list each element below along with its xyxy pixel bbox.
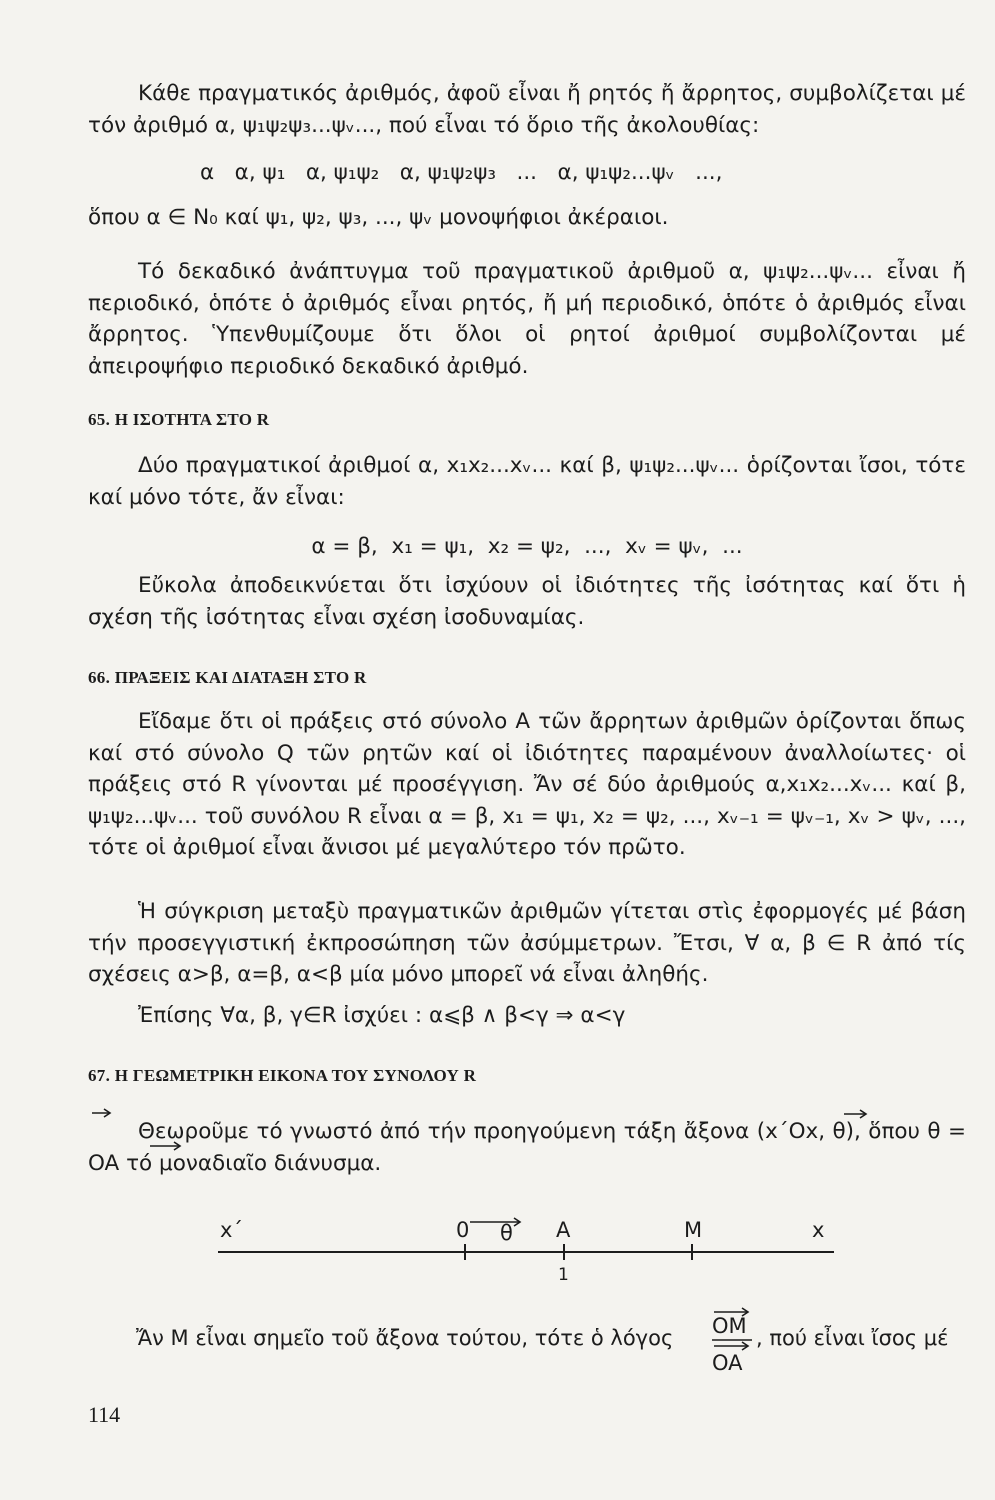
label-unit: 1 bbox=[558, 1265, 569, 1285]
equality-definition-paragraph: Δύο πραγματικοί ἀριθμοί α, x₁x₂...xᵥ... καί β, ψ₁ψ₂...ψᵥ... ὁρίζονται ἴσοι, τότε καί μόνο τότε, ἄν εἶναι: bbox=[88, 453, 966, 510]
fraction-denominator: OA bbox=[712, 1351, 743, 1375]
decimal-sequence: α α, ψ₁ α, ψ₁ψ₂ α, ψ₁ψ₂ψ₃ ... α, ψ₁ψ₂...ψᵥ ..., bbox=[200, 160, 723, 185]
intro-paragraph: Κάθε πραγματικός ἀριθμός, ἀφοῦ εἶναι ἤ ρητός ἤ ἄρρητος, συμβολίζεται μέ τόν ἀριθμό α, ψ₁ψ₂ψ₃...ψᵥ..., πού εἶναι τό ὅριο τῆς ἀκολουθίας: bbox=[88, 81, 966, 138]
label-origin: 0 bbox=[456, 1218, 470, 1242]
axis-paragraph: Θεωροῦμε τό γνωστό ἀπό τήν προηγούμενη τάξη ἄξονα (x΄Ox, θ), ὅπου θ = OA τό μοναδιαῖο διάνυσμα. bbox=[88, 1119, 966, 1176]
label-x-prime: x΄ bbox=[220, 1218, 243, 1242]
label-m: M bbox=[684, 1218, 703, 1242]
ratio-sentence-end: , πού εἶναι ἴσος μέ bbox=[756, 1326, 949, 1350]
label-theta: θ bbox=[500, 1221, 513, 1245]
comparison-paragraph: Ἡ σύγκριση μεταξὺ πραγματικῶν ἀριθμῶν γίτεται στὶς ἐφορμογές μέ βάση τήν προσεγγιστική ἐκπροσώπηση τῶν ἀσύμμετρων. Ἔτσι, ∀ α, β ∈ R ἀπό τίς σχέσεις α>β, α=β, α<β μία μόνο μπορεῖ νά εἶναι ἀληθής. bbox=[88, 899, 966, 987]
transitivity-statement: Ἐπίσης ∀α, β, γ∈R ἰσχύει : α⩽β ∧ β<γ ⇒ α<γ bbox=[138, 1003, 626, 1028]
section-66-heading: 66. ΠΡΑΞΕΙΣ ΚΑΙ ΔΙΑΤΑΞΗ ΣΤΟ R bbox=[88, 668, 367, 687]
decimal-expansion-paragraph: Τό δεκαδικό ἀνάπτυγμα τοῦ πραγματικοῦ ἀριθμοῦ α, ψ₁ψ₂...ψᵥ... εἶναι ἤ περιοδικό, ὁπότε ὁ ἀριθμός εἶναι ρητός, ἤ μή περιοδικό, ὁπότε ὁ ἀριθμός εἶναι ἄρρητος. Ὑπενθυμίζουμε ὅτι ὅλοι οἱ ρητοί ἀριθμοί συμβολίζονται μέ ἀπειροψήφιο περιοδικό δεκαδικό ἀριθμό. bbox=[88, 259, 966, 379]
fraction-numerator: OM bbox=[712, 1314, 747, 1338]
section-65-heading: 65. Η ΙΣΟΤΗΤΑ ΣΤΟ R bbox=[88, 410, 270, 429]
label-x: x bbox=[812, 1218, 825, 1242]
digits-definition: ὅπου α ∈ N₀ καί ψ₁, ψ₂, ψ₃, ..., ψᵥ μονοψήφιοι ἀκέραιοι. bbox=[88, 205, 669, 230]
page-number: 114 bbox=[88, 1402, 121, 1427]
section-67-heading: 67. Η ΓΕΩΜΕΤΡΙΚΗ ΕΙΚΟΝΑ ΤΟΥ ΣΥΝΟΛΟΥ R bbox=[88, 1066, 477, 1085]
equality-properties-paragraph: Εὔκολα ἀποδεικνύεται ὅτι ἰσχύουν οἱ ἰδιότητες τῆς ἰσότητας καί ὅτι ἡ σχέση τῆς ἰσότητας εἶναι σχέση ἰσοδυναμίας. bbox=[88, 573, 966, 630]
ratio-sentence-start: Ἄν M εἶναι σημεῖο τοῦ ἄξονα τούτου, τότε ὁ λόγος bbox=[136, 1326, 674, 1350]
equality-formula: α = β, x₁ = ψ₁, x₂ = ψ₂, ..., xᵥ = ψᵥ, ... bbox=[311, 534, 743, 559]
operations-paragraph: Εἴδαμε ὅτι οἱ πράξεις στό σύνολο A τῶν ἄρρητων ἀριθμῶν ὁρίζονται ὅπως καί στό σύνολο Q τῶν ρητῶν καί οἱ ἰδιότητες παραμένουν ἀναλλοίωτες· οἱ πράξεις στό R γίνονται μέ προσέγγιση. Ἄν σέ δύο ἀριθμούς α,x₁x₂...xᵥ... καί β, ψ₁ψ₂...ψᵥ... τοῦ συνόλου R εἶναι α = β, x₁ = ψ₁, x₂ = ψ₂, ..., xᵥ₋₁ = ψᵥ₋₁, xᵥ > ψᵥ, ..., τότε οἱ ἀριθμοί εἶναι ἄνισοι μέ μεγαλύτερο τόν πρῶτο. bbox=[88, 709, 966, 860]
label-a: A bbox=[556, 1218, 571, 1242]
